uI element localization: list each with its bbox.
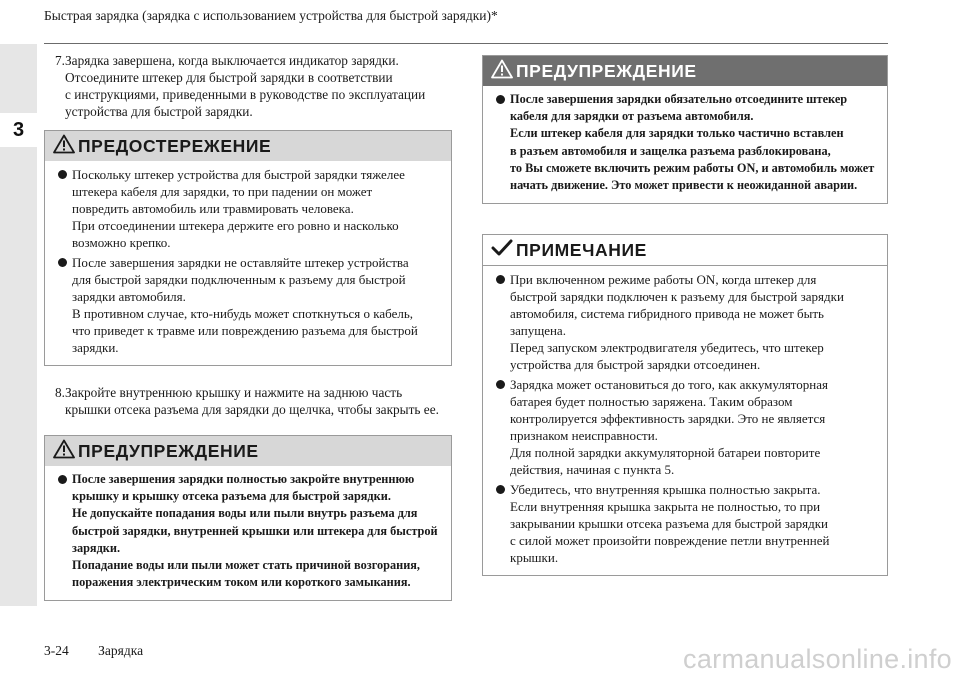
warning-triangle-icon xyxy=(53,134,75,159)
note-box xyxy=(482,234,888,576)
list-item: Зарядка может остановиться до того, как аккумуляторная батарея будет полностью заряжена. Таким образом контролируется эффективность зарядки. Это не является признаком неисправности. Для полной зарядки аккумуляторной батареи повторите действия, начиная с пункта 5. xyxy=(496,376,877,478)
step-text: Закройте внутреннюю крышку и нажмите на заднюю часть крышки отсека разъема для зарядки до щелчка, чтобы закрыть ее. xyxy=(65,385,439,417)
list-item: После завершения зарядки не оставляйте штекер устройства для быстрой зарядки подключенным к разъему для быстрой зарядки автомобиля. В противном случае, кто-нибудь может споткнуться о кабель, что приведет к травме или повреждению разъема для быстрой зарядки. xyxy=(58,254,441,356)
bullet-dot xyxy=(496,380,505,389)
list-item: Убедитесь, что внутренняя крышка полностью закрыта. Если внутренняя крышка закрыта не полностью, то при закрывании крышки отсека разъема для быстрой зарядки с силой может произойти повреждение петли внутренней крышки. xyxy=(496,481,877,566)
bullet-dot xyxy=(58,475,67,484)
watermark: carmanualsonline.info xyxy=(683,644,952,674)
warning-triangle-icon xyxy=(491,59,513,84)
warning-header xyxy=(483,56,887,86)
bullet-dot xyxy=(58,258,67,267)
step-number: 8. xyxy=(55,385,65,400)
bullet-dot xyxy=(58,170,67,179)
header-divider xyxy=(44,43,888,44)
list-item: После завершения зарядки полностью закройте внутреннюю крышку и крышку отсека разъема для быстрой зарядки. Не допускайте попадания воды или пыли внутрь разъема для быстрой зарядки, внутренней крышки или штекера для быстрой зарядки. Попадание воды или пыли может стать причиной возгорания, поражения электрическим током или короткого замыкания. xyxy=(58,471,441,591)
step-7 xyxy=(44,52,452,120)
caution-box xyxy=(44,130,452,366)
warning-box-right xyxy=(482,55,888,204)
chapter-tab: 3 xyxy=(0,113,37,147)
list-item: При включенном режиме работы ON, когда штекер для быстрой зарядки подключен к разъему для быстрой зарядки автомобиля, система гибридного привода не может быть запущена. Перед запуском электродвигателя убедитесь, что штекер устройства для быстрой зарядки отсоединен. xyxy=(496,271,877,373)
warning-triangle-icon xyxy=(53,439,75,464)
right-column xyxy=(482,55,888,576)
running-title: Быстрая зарядка (зарядка с использованием устройства для быстрой зарядки)* xyxy=(44,8,498,23)
page-number: 3-24 xyxy=(44,643,69,658)
warning-body xyxy=(483,86,887,203)
list-item: Поскольку штекер устройства для быстрой зарядки тяжелее штекера кабеля для зарядки, то при падении он может повредить автомобиль или травмировать человека. При отсоединении штекера держите его ровно и насколько возможно крепко. xyxy=(58,166,441,251)
check-mark-icon xyxy=(491,239,513,262)
step-8 xyxy=(44,384,452,418)
warning-body xyxy=(45,466,451,600)
note-header xyxy=(483,235,887,266)
caution-header xyxy=(45,131,451,161)
note-body xyxy=(483,266,887,575)
step-text: Зарядка завершена, когда выключается индикатор зарядки. Отсоедините штекер для быстрой зарядки в соответствии с инструкциями, приведенными в руководстве по эксплуатации устройства для быстрой зарядки. xyxy=(65,53,426,119)
note-title: ПРИМЕЧАНИЕ xyxy=(516,239,647,260)
warning-box-left xyxy=(44,435,452,601)
list-item: После завершения зарядки обязательно отсоедините штекер кабеля для зарядки от разъема автомобиля. Если штекер кабеля для зарядки только частично вставлен в разъем автомобиля и защелка разъема разблокирована, то Вы сможете включить режим работы ON, и автомобиль может начать движение. Это может привести к неожиданной аварии. xyxy=(496,91,877,194)
warning-header xyxy=(45,436,451,466)
warning-title: ПРЕДУПРЕЖДЕНИЕ xyxy=(78,440,259,461)
bullet-dot xyxy=(496,275,505,284)
bullet-dot xyxy=(496,95,505,104)
caution-title: ПРЕДОСТЕРЕЖЕНИЕ xyxy=(78,135,272,156)
section-name: Зарядка xyxy=(98,643,144,658)
left-column xyxy=(44,50,452,601)
page-footer xyxy=(44,643,143,659)
caution-body xyxy=(45,161,451,365)
warning-title: ПРЕДУПРЕЖДЕНИЕ xyxy=(516,60,697,81)
step-number: 7. xyxy=(55,53,65,68)
bullet-dot xyxy=(496,485,505,494)
